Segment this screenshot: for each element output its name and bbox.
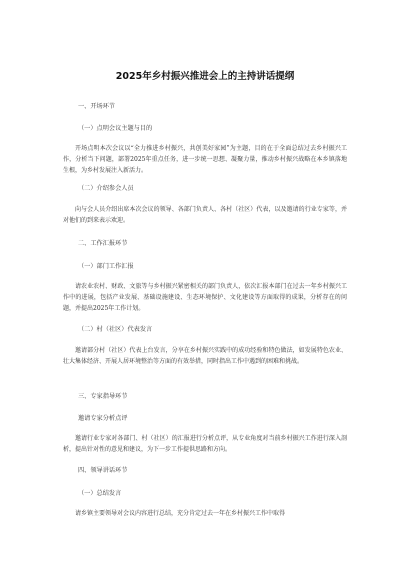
subsection-heading-theme: （一）点明会议主题与目的 [78,125,153,132]
paragraph-summary: 请乡镇主要领导对会议内容进行总结，充分肯定过去一年在乡村振兴工作中取得 [75,510,286,517]
subsection-heading-expert-review: 邀请专家分析点评 [78,415,128,422]
section-heading-opening: 一、开场环节 [78,103,116,110]
subsection-heading-summary: （一）总结发言 [78,490,122,497]
subsection-heading-village-speech: （二）村（社区）代表发言 [78,326,153,333]
section-heading-report: 二、工作汇报环节 [78,240,128,247]
section-heading-leader: 四、领导讲话环节 [78,467,128,474]
paragraph-village-speech: 邀请部分村（社区）代表上台发言，分享在乡村振兴实践中的成功经验和特色做法，如发展特色农业、壮大集体经济、开展人居环境整治等方面的有效举措，同时指出工作中遇到的困难和挑战。 [63,347,347,365]
paragraph-theme: 开场点明本次会议以“全力推进乡村振兴，共创美好家园”为主题，目的在于全面总结过去乡村振兴工作，分析当下问题，部署2025年重点任务，进一步统一思想、凝聚力量，推动乡村振兴战略在本乡镇落地生根，为乡村发展注入新活力。 [63,145,347,174]
paragraph-attendees: 向与会人员介绍出席本次会议的领导、各部门负责人、各村（社区）代表，以及邀请的行业专家等，并对他们的到来表示欢迎。 [63,206,347,224]
paragraph-expert-review: 邀请行业专家对各部门、村（社区）的汇报进行分析点评，从专业角度对当前乡村振兴工作进行深入剖析，提出针对性的意见和建议，为下一步工作提供思路和方向。 [63,435,347,453]
document-title: 2025年乡村振兴推进会上的主持讲话提纲 [115,71,295,82]
section-heading-expert: 三、专家指导环节 [78,393,128,400]
subsection-heading-department-report: （一）部门工作汇报 [78,263,134,270]
paragraph-department-report: 请农业农村、财政、文旅等与乡村振兴紧密相关的部门负责人，依次汇报本部门在过去一年乡村振兴工作中的进展，包括产业发展、基础设施建设、生态环境保护、文化建设等方面取得的成果，分析存在的问题，并提出2025年工作计划。 [63,283,347,312]
subsection-heading-attendees: （二）介绍参会人员 [78,185,134,192]
